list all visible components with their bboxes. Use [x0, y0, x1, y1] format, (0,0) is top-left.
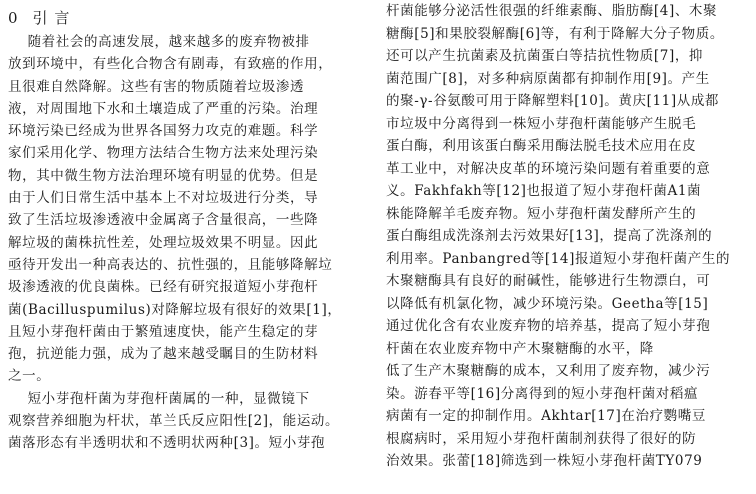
text-line: 低了生产木聚糖酶的成本，又利用了废弃物，减少污 — [386, 363, 711, 379]
text-line: 株能降解羊毛废弃物。短小芽孢杆菌发酵所产生的 — [386, 205, 697, 222]
text-line: 菌(Bacilluspumilus)对降解垃圾有很好的效果[1]， — [8, 301, 342, 318]
text-line: 的聚-γ-谷氨酸可用于降解塑料[10]。黄庆[11]从成都 — [386, 93, 720, 109]
left-column — [8, 0, 354, 455]
text-line: 木聚糖酶具有良好的耐碱性，能够进行生物漂白，可 — [386, 273, 711, 289]
text-line: 随着社会的高速发展，越来越多的废弃物被排 — [8, 34, 310, 50]
text-line: 糖酶[5]和果胶裂解酶[6]等，有利于降解大分子物质。 — [386, 25, 724, 42]
text-line: 物，其中微生物方法治理环境有明显的优势。但是 — [8, 167, 319, 184]
text-line: 短小芽孢杆菌为芽孢杆菌属的一种，显微镜下 — [8, 390, 310, 407]
text-line: 环境污染已经成为世界各国努力攻克的难题。科学 — [8, 123, 319, 140]
text-line: 根腐病时，采用短小芽孢杆菌制剂获得了很好的防 — [386, 430, 697, 447]
text-line: 还可以产生抗菌素及抗菌蛋白等拮抗性物质[7]，抑 — [386, 48, 704, 64]
text-line: 染。游春平等[16]分离得到的短小芽孢杆菌对稻瘟 — [386, 385, 699, 402]
text-line: 且短小芽孢杆菌由于繁殖速度快，能产生稳定的芽 — [8, 323, 319, 340]
text-line: 孢，抗逆能力强，成为了越来越受瞩目的生防材料 — [8, 346, 319, 363]
text-line: 亟待开发出一种高表达的、抗性强的，且能够降解垃 — [8, 256, 333, 273]
text-line: 杆菌能够分泌活性很强的纤维素酶、脂肪酶[4]、木聚 — [386, 3, 718, 19]
text-line: 市垃圾中分离得到一株短小芽孢杆菌能够产生脱毛 — [386, 115, 697, 132]
text-line: 致了生活垃圾渗透液中金属离子含量很高，一些降 — [8, 212, 319, 229]
text-line: 菌落形态有半透明状和不透明状两种[3]。短小芽孢 — [8, 435, 326, 452]
text-line: 义。Fakhfakh等[12]也报道了短小芽孢杆菌A1菌 — [386, 183, 702, 199]
text-line: 革工业中，对解决皮革的环境污染问题有着重要的意 — [386, 160, 711, 177]
text-line: 观察营养细胞为杆状，革兰氏反应阳性[2]，能运动。 — [8, 413, 340, 430]
text-line: 蛋白酶组成洗涤剂去污效果好[13]，提高了洗涤剂的 — [386, 228, 713, 244]
text-line: 通过优化含有农业废弃物的培养基，提高了短小芽孢 — [386, 318, 711, 334]
text-line: 解垃圾的菌株抗性差，处理垃圾效果不明显。因此 — [8, 234, 319, 251]
text-line: 菌范围广[8]，对多种病原菌都有抑制作用[9]。产生 — [386, 70, 710, 87]
text-line: 家们采用化学、物理方法结合生物方法来处理污染 — [8, 145, 319, 162]
text-line: 杆菌在农业废弃物中产木聚糖酶的水平，降 — [386, 340, 654, 357]
text-line: 病菌有一定的抑制作用。Akhtar[17]在治疗鹦嘴豆 — [386, 408, 706, 424]
text-line: 利用率。Panbangred等[14]报道短小芽孢杆菌产生的 — [386, 250, 731, 267]
text-line: 液，对周围地下水和土壤造成了严重的污染。治理 — [8, 100, 319, 117]
text-line: 圾渗透液的优良菌株。已经有研究报道短小芽孢杆 — [8, 279, 319, 296]
section-number: 0 — [8, 9, 19, 27]
section-heading — [8, 0, 354, 31]
section-title: 引 言 — [32, 9, 71, 27]
right-column — [386, 0, 748, 473]
text-line: 蛋白酶，利用该蛋白酶采用酶法脱毛技术应用在皮 — [386, 138, 697, 154]
text-line: 以降低有机氯化物，减少环境污染。Geetha等[15] — [386, 295, 709, 312]
text-line: 治效果。张蕾[18]筛选到一株短小芽孢杆菌TY079 — [386, 453, 703, 469]
text-line: 由于人们日常生活中基本上不对垃圾进行分类，导 — [8, 190, 319, 207]
text-line: 之一。 — [8, 368, 51, 385]
text-line: 放到环境中，有些化合物含有剧毒，有致癌的作用， — [8, 56, 333, 73]
text-line: 且很难自然降解。这些有害的物质随着垃圾渗透 — [8, 78, 305, 95]
